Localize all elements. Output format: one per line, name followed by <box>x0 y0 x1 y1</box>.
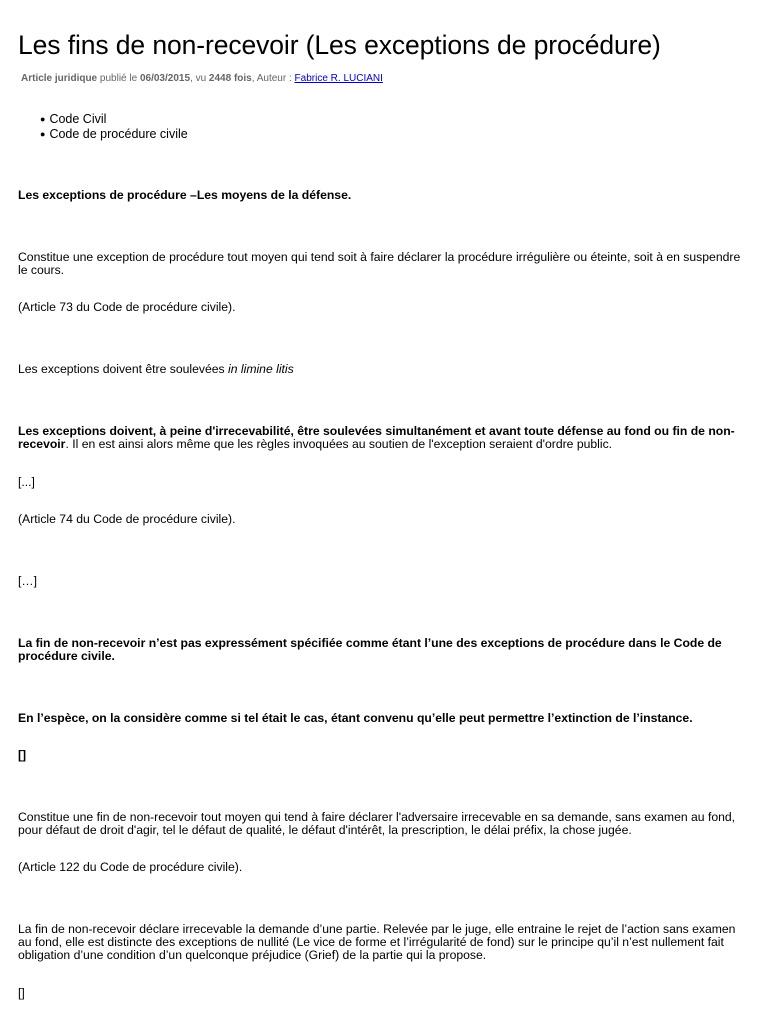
paragraph: Constitue une exception de procédure tout moyen qui tend soit à faire déclarer la procédure irrégulière ou éteinte, soit à en suspendre le cours. <box>18 250 741 277</box>
paragraph: La fin de non-recevoir déclare irrecevable la demande d’une partie. Relevée par le juge, elle entraine le rejet de l’action sans examen au fond, elle est distincte des exceptions de nullité (Le vice de forme et l’irrégularité de fond) sur le principe qu’il n’est nullement fait obligation d’une condition d’un quelconque préjudice (Grief) de la partie qui la propose. <box>18 922 736 962</box>
paragraph: Constitue une fin de non-recevoir tout moyen qui tend à faire déclarer l'adversaire irrecevable en sa demande, sans examen au fond, pour défaut de droit d'agir, tel le défaut de qualité, le défaut d'intérêt, la prescription, le délai préfix, la chose jugée. <box>18 810 736 837</box>
author-prefix: , Auteur : <box>251 73 292 84</box>
article-meta <box>21 73 383 84</box>
latin-phrase: in limine litis <box>228 362 294 376</box>
bracket-marker: [] <box>18 986 25 1000</box>
article-type: Article juridique <box>21 73 98 84</box>
published-prefix: publié le <box>99 73 138 84</box>
paragraph <box>18 425 748 451</box>
bracket-marker: [] <box>18 748 27 762</box>
paragraph-text: . Il en est ainsi alors même que les règles invoquées au soutien de l'exception seraient d'ordre public. <box>65 437 613 451</box>
view-count: 2448 fois <box>208 73 252 84</box>
paragraph-bold: La fin de non-recevoir n’est pas expressément spécifiée comme étant l’une des exceptions de procédure dans le Code de procédure civile. <box>18 636 722 663</box>
reference-item: ● Code Civil <box>40 112 188 127</box>
section-heading: Les exceptions de procédure –Les moyens de la défense. <box>18 188 352 202</box>
paragraph: (Article 73 du Code de procédure civile). <box>18 300 236 314</box>
ellipsis: [...] <box>18 475 35 489</box>
reference-item: ● Code de procédure civile <box>40 127 188 142</box>
page-title: Les fins de non-recevoir (Les exceptions de procédure) <box>18 30 661 60</box>
reference-list <box>40 112 188 142</box>
ellipsis: […] <box>18 574 37 588</box>
views-prefix: , vu <box>190 73 207 84</box>
paragraph-bold: En l’espèce, on la considère comme si tel était le cas, étant convenu qu’elle peut permettre l’extinction de l’instance. <box>18 711 693 725</box>
paragraph: (Article 74 du Code de procédure civile). <box>18 512 236 526</box>
emphasis-text: Les exceptions doivent, à peine d'irrecevabilité, être soulevées simultanément et avant toute défense au fond ou fin de non-recevoir <box>18 424 735 451</box>
author-link[interactable]: Fabrice R. LUCIANI <box>294 73 383 84</box>
paragraph <box>18 363 748 376</box>
paragraph: (Article 122 du Code de procédure civile). <box>18 860 243 874</box>
paragraph-text: Les exceptions doivent être soulevées <box>18 362 229 376</box>
publish-date: 06/03/2015 <box>139 73 191 84</box>
